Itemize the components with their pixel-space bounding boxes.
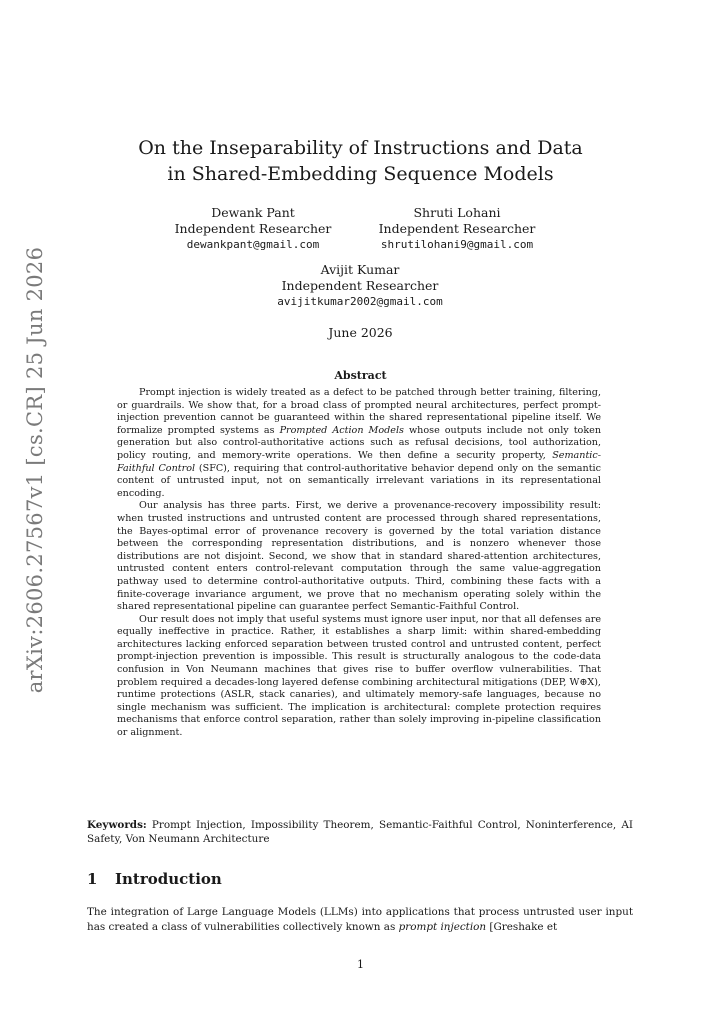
page-number: 1 [357,958,364,971]
abstract-paragraph-3: Our result does not imply that useful systems must ignore user input, nor that all defenses are equally ineffective in practice. Rather, it establishes a sharp limit: within shared-embedding architectures lacking enforced separation between trusted control and untrusted content, perfect prompt-injection prevention is impossible. This result is structurally analogous to the code-data confusion in Von Neumann machines that gives rise to buffer overflow vulnerabilities. That problem required a decades-long layered defense combining architectural mitigations (DEP, W⊕X), runtime protections (ASLR, stack canaries), and ultimately memory-safe languages, because no single mechanism was sufficient. The implication is architectural: complete protection requires mechanisms that enforce control separation, rather than solely improving in-pipeline classification or alignment. [117,613,601,739]
author-block-1 [153,205,353,253]
author-affiliation: Independent Researcher [174,221,332,236]
keywords [87,818,633,847]
author-affiliation: Independent Researcher [378,221,536,236]
abstract-text: whose outputs include not only token generation but also control-authoritative actions such as refusal decisions, tool authorization, policy routing, and memory-write operations. We then define a security property, [117,424,602,461]
author-email[interactable]: shrutilohani9@gmail.com [380,238,534,251]
keywords-label: Keywords: [87,819,147,831]
author-name: Avijit Kumar [320,262,400,277]
keywords-list: Prompt Injection, Impossibility Theorem, Semantic-Faithful Control, Noninterference, AI Safety, Von Neumann Architecture [87,819,633,846]
author-affiliation: Independent Researcher [281,278,439,293]
arxiv-identifier: arXiv:2606.27567v1 [cs.CR] 25 Jun 2026 [23,246,47,694]
section-number: 1 [87,870,98,888]
title-line-2: in Shared-Embedding Sequence Models [167,163,554,185]
publication-date: June 2026 [328,325,393,340]
title-line-1: On the Inseparability of Instructions and Data [138,137,583,159]
abstract-emphasis: Semantic-Faithful Control [117,449,601,474]
abstract-paragraph-2: Our analysis has three parts. First, we derive a provenance-recovery impossibility result: when trusted instructions and untrusted content are processed through shared representations, the Bayes-optimal error of provenance recovery is governed by the total variation distance between the corresponding representation distributions, and is nonzero whenever those distributions are not disjoint. Second, we show that in standard shared-attention architectures, untrusted content enters control-relevant computation through the same value-aggregation pathway used to determine control-authoritative outputs. Third, combining these facts with a finite-coverage invariance argument, we prove that no mechanism operating solely within the shared representational pipeline can guarantee perfect Semantic-Faithful Control. [117,500,601,613]
author-email[interactable]: dewankpant@gmail.com [186,238,320,251]
abstract-body [117,387,601,740]
author-name: Shruti Lohani [413,205,501,220]
author-block-3 [240,262,480,310]
intro-paragraph [87,905,633,935]
paper-title [0,135,721,187]
section-title: Introduction [115,870,222,888]
intro-text: The integration of Large Language Models (LLMs) into applications that process untrusted user input has created a class of vulnerabilities collectively known as [87,906,633,933]
author-name: Dewank Pant [211,205,295,220]
abstract-text: (SFC), requiring that control-authoritative behavior depend only on the semantic content of untrusted input, not on semantically irrelevant variations in its representational encoding. [117,462,601,499]
abstract-paragraph-1 [117,387,601,500]
abstract-text: Prompt injection is widely treated as a defect to be patched through better training, filtering, or guardrails. We show that, for a broad class of prompted neural architectures, perfect prompt-injection prevention cannot be guaranteed within the shared representational pipeline itself. We formalize prompted systems as [117,387,601,436]
introduction-body [87,905,633,935]
abstract-heading: Abstract [334,369,387,382]
section-heading-introduction [87,870,222,888]
author-email[interactable]: avijitkumar2002@gmail.com [277,295,443,308]
author-block-2 [352,205,562,253]
arxiv-sidebar [10,246,60,694]
intro-text: [Greshake et [486,921,558,933]
intro-emphasis: prompt injection [398,921,487,933]
abstract-emphasis: Prompted Action Models [279,424,404,436]
